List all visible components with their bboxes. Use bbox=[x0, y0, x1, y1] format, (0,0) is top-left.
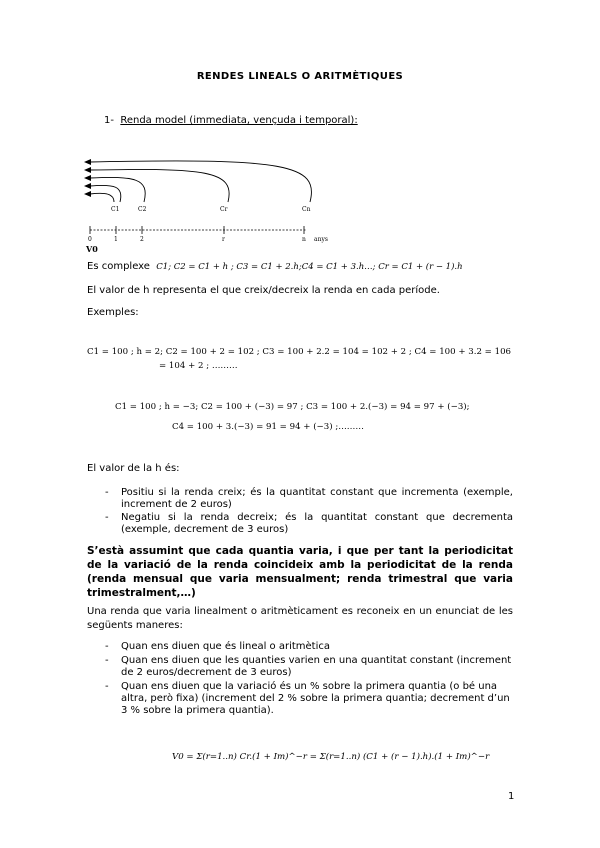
h-description: El valor de h representa el que creix/decreix la renda en cada període. bbox=[87, 285, 440, 296]
period-label: 0 bbox=[88, 236, 92, 243]
section-number: 1- bbox=[104, 115, 114, 126]
final-formula: V0 = Σ(r=1..n) Cr.(1 + Im)^−r = Σ(r=1..n) (C1 + (r − 1).h).(1 + Im)^−r bbox=[172, 752, 490, 762]
arrow-heads bbox=[84, 159, 91, 197]
exemples-label: Exemples: bbox=[87, 307, 139, 318]
flow-arrow bbox=[90, 161, 312, 202]
recognize-bullet-1: - Quan ens diuen que és lineal o aritmètica bbox=[105, 641, 331, 652]
period-label: r bbox=[222, 236, 225, 243]
h-value-intro: El valor de la h és: bbox=[87, 463, 180, 474]
recognize-bullet-3: - Quan ens diuen que la variació és un % sobre la primera quantia (o bé una altra, però fixa) (increment del 2 % sobre la primera quantia; decrement d’un 3 % sobre la primera quantia). bbox=[105, 681, 510, 716]
bold-paragraph: S’està assumint que cada quantia varia, i que per tant la periodicitat de la variació de la renda coincideix amb la periodicitat de la renda (renda mensual que varia mensualment; renda trimestral que varia trimestralment,…) bbox=[87, 545, 513, 599]
flow-label-c1: C1 bbox=[111, 206, 120, 213]
es-complexe-prefix: Es complexe bbox=[87, 261, 150, 272]
timeline-diagram bbox=[84, 154, 344, 254]
es-complexe-line bbox=[87, 261, 463, 272]
section-heading bbox=[104, 115, 358, 126]
flow-label-cn: Cn bbox=[302, 206, 311, 213]
document-title: RENDES LINEALS O ARITMÈTIQUES bbox=[196, 71, 404, 82]
period-label: anys bbox=[314, 236, 328, 243]
flow-label-c2: C2 bbox=[138, 206, 147, 213]
h-bullet-negative: - Negatiu si la renda decreix; és la quantitat constant que decrementa (exemple, decrement de 3 euros) bbox=[105, 512, 513, 535]
h-bullet-positive: - Positiu si la renda creix; és la quantitat constant que incrementa (exemple, increment de 2 euros) bbox=[105, 487, 513, 510]
example1-line2: = 104 + 2 ; ……… bbox=[159, 361, 238, 371]
flow-arrow bbox=[90, 193, 114, 202]
period-label: 1 bbox=[114, 236, 118, 243]
period-label: n bbox=[302, 236, 306, 243]
section-label: Renda model (immediata, vençuda i temporal): bbox=[120, 115, 358, 126]
recognize-intro: Una renda que varia linealment o aritmèticament es reconeix en un enunciat de les següents maneres: bbox=[87, 606, 513, 631]
v0-label: V0 bbox=[86, 244, 98, 254]
example2-line2: C4 = 100 + 3.(−3) = 91 = 94 + (−3) ;……… bbox=[172, 422, 364, 432]
period-label: 2 bbox=[140, 236, 144, 243]
example2-line1: C1 = 100 ; h = −3; C2 = 100 + (−3) = 97 ; C3 = 100 + 2.(−3) = 94 = 97 + (−3); bbox=[115, 402, 470, 412]
recognize-bullet-2: - Quan ens diuen que les quanties varien en una quantitat constant (increment de 2 euros/decrement de 3 euros) bbox=[105, 655, 512, 678]
example1-line1: C1 = 100 ; h = 2; C2 = 100 + 2 = 102 ; C3 = 100 + 2.2 = 104 = 102 + 2 ; C4 = 100 + 3.2 = 106 bbox=[87, 347, 512, 357]
flow-arrow bbox=[90, 177, 145, 202]
flow-label-cr: Cr bbox=[220, 206, 228, 213]
page-number: 1 bbox=[508, 791, 515, 802]
es-complexe-formula: C1; C2 = C1 + h ; C3 = C1 + 2.h;C4 = C1 + 3.h…; Cr = C1 + (r − 1).h bbox=[156, 262, 463, 272]
